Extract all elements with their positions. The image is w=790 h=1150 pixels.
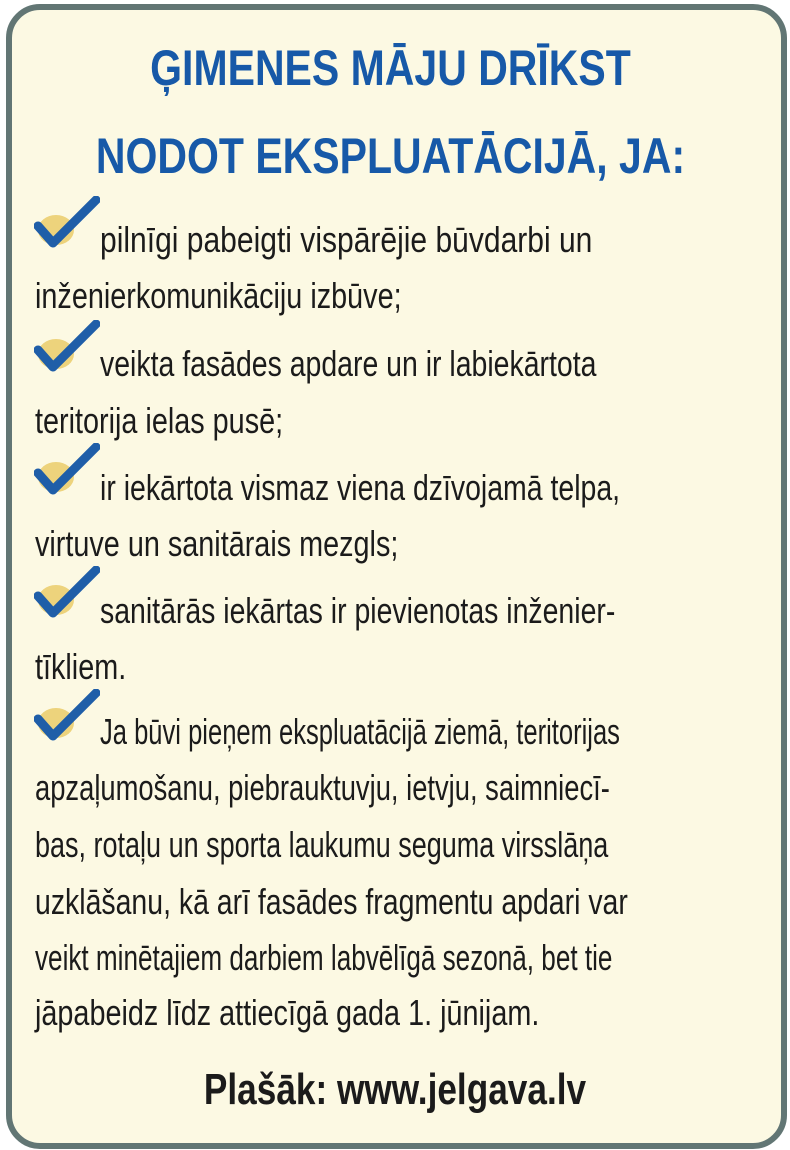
condition-1-line-1: pilnīgi pabeigti vispārējie būvdarbi un: [100, 219, 593, 260]
checkmark-icon: [34, 443, 100, 495]
condition-4-line-1: sanitārās iekārtas ir pievienotas inženier-: [100, 590, 616, 631]
condition-5-line-4: uzklāšanu, kā arī fasādes fragmentu apdari var: [35, 881, 628, 922]
condition-3-line-1: ir iekārtota vismaz viena dzīvojamā telpa,: [100, 467, 621, 508]
heading-line-1: ĢIMENES MĀJU DRĪKST: [150, 40, 631, 96]
footer-more-info-link[interactable]: Plašāk: www.jelgava.lv: [203, 1065, 587, 1114]
condition-5-line-5: veikt minētajiem darbiem labvēlīgā sezonā, bet tie: [35, 937, 613, 978]
checkmark-icon: [34, 566, 100, 618]
condition-1-line-2: inženierkomunikāciju izbūve;: [35, 275, 402, 316]
condition-5-line-1: Ja būvi pieņem ekspluatācijā ziemā, teritorijas: [100, 711, 620, 752]
heading-line-2: NODOT EKSPLUATĀCIJĀ, JA:: [95, 128, 686, 184]
checkmark-icon: [34, 320, 100, 372]
condition-2-line-2: teritorija ielas pusē;: [35, 400, 284, 441]
condition-2-line-1: veikta fasādes apdare un ir labiekārtota: [100, 343, 597, 384]
condition-5-line-2: apzaļumošanu, piebrauktuvju, ietvju, saimniecī-: [35, 767, 610, 808]
condition-5-line-6: jāpabeidz līdz attiecīgā gada 1. jūnijam.: [35, 992, 540, 1033]
condition-5-line-3: bas, rotaļu un sporta laukumu seguma virsslāņa: [35, 824, 609, 865]
condition-3-line-2: virtuve un sanitārais mezgls;: [35, 523, 399, 564]
checkmark-icon: [34, 196, 100, 248]
checkmark-icon: [34, 689, 100, 741]
condition-4-line-2: tīkliem.: [35, 646, 127, 687]
